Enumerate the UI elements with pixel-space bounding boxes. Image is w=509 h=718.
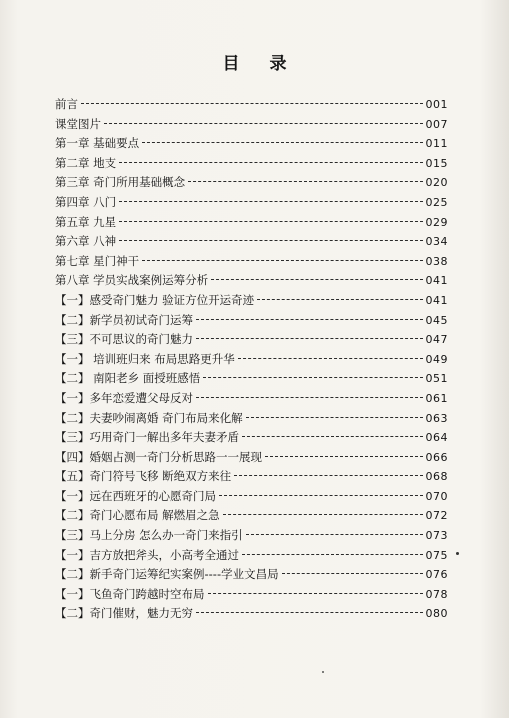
toc-entry-label: 【二】奇门催财，魅力无穷 xyxy=(55,606,193,621)
toc-entry xyxy=(55,526,448,546)
toc-leader xyxy=(203,377,422,378)
toc-leader xyxy=(282,573,423,574)
toc-entry-label: 第六章 八神 xyxy=(55,234,117,249)
toc-entry xyxy=(55,232,448,252)
toc-leader xyxy=(104,123,423,124)
toc-page-number: 076 xyxy=(425,568,448,582)
toc-entry xyxy=(55,369,448,389)
toc-entry xyxy=(55,585,448,605)
toc-entry xyxy=(55,428,448,448)
toc-leader xyxy=(234,475,422,476)
table-of-contents xyxy=(55,95,448,624)
toc-leader xyxy=(119,221,422,222)
toc-page-number: 049 xyxy=(425,352,448,366)
toc-leader xyxy=(142,260,422,261)
toc-page-number: 041 xyxy=(425,293,448,307)
toc-page-number: 068 xyxy=(425,470,448,484)
toc-leader xyxy=(196,612,423,613)
toc-entry xyxy=(55,134,448,154)
toc-page-number: 064 xyxy=(425,431,448,445)
toc-leader xyxy=(242,554,423,555)
toc-page-number: 025 xyxy=(425,195,448,209)
toc-page-number: 034 xyxy=(425,235,448,249)
toc-entry-label: 第七章 星门神干 xyxy=(55,253,140,268)
toc-entry xyxy=(55,291,448,311)
toc-page-number: 038 xyxy=(425,254,448,268)
toc-leader xyxy=(246,534,423,535)
toc-entry xyxy=(55,252,448,272)
toc-leader xyxy=(211,279,422,280)
toc-entry xyxy=(55,487,448,507)
page-title: 目 录 xyxy=(222,54,299,74)
toc-leader xyxy=(119,201,422,202)
toc-page-number: 066 xyxy=(425,450,448,464)
toc-page-number: 070 xyxy=(425,489,448,503)
toc-leader xyxy=(188,181,422,182)
toc-leader xyxy=(238,358,423,359)
toc-leader xyxy=(242,436,423,437)
toc-leader xyxy=(246,417,423,418)
toc-entry-label: 【二】 南阳老乡 面授班感悟 xyxy=(55,371,201,386)
toc-entry-label: 【一】吉方放把斧头，小高考全通过 xyxy=(55,547,239,562)
toc-entry xyxy=(55,213,448,233)
toc-entry-label: 第一章 基础要点 xyxy=(55,136,140,151)
toc-page-number: 063 xyxy=(425,411,448,425)
toc-entry xyxy=(55,154,448,174)
toc-entry xyxy=(55,330,448,350)
toc-page-number: 051 xyxy=(425,372,448,386)
toc-entry xyxy=(55,389,448,409)
toc-entry-label: 【二】奇门心愿布局 解燃眉之急 xyxy=(55,508,220,523)
toc-entry-label: 第四章 八门 xyxy=(55,194,117,209)
toc-entry xyxy=(55,350,448,370)
toc-entry-label: 【二】新手奇门运筹纪实案例----学业文昌局 xyxy=(55,567,279,582)
toc-leader xyxy=(119,162,422,163)
toc-leader xyxy=(223,514,423,515)
toc-page-number: 075 xyxy=(425,548,448,562)
toc-leader xyxy=(119,240,422,241)
toc-entry-label: 第八章 学员实战案例运筹分析 xyxy=(55,273,209,288)
toc-entry xyxy=(55,311,448,331)
toc-entry xyxy=(55,173,448,193)
toc-entry-label: 【二】新学员初试奇门运筹 xyxy=(55,312,193,327)
toc-entry xyxy=(55,448,448,468)
scan-speck xyxy=(322,671,324,673)
toc-entry xyxy=(55,604,448,624)
toc-page-number: 011 xyxy=(425,137,448,151)
toc-entry-label: 【四】婚姻占测一奇门分析思路一一展现 xyxy=(55,449,262,464)
toc-entry xyxy=(55,565,448,585)
toc-page-number: 072 xyxy=(425,509,448,523)
toc-page-number: 015 xyxy=(425,156,448,170)
toc-page-number: 073 xyxy=(425,529,448,543)
toc-leader xyxy=(208,593,423,594)
scan-speck xyxy=(456,552,459,555)
toc-entry xyxy=(55,271,448,291)
toc-entry-label: 【五】奇门符号飞移 断绝双方来往 xyxy=(55,469,232,484)
toc-page-number: 001 xyxy=(425,98,448,111)
toc-entry xyxy=(55,546,448,566)
toc-entry xyxy=(55,467,448,487)
toc-page-number: 047 xyxy=(425,333,448,347)
toc-page-number: 020 xyxy=(425,176,448,190)
toc-leader xyxy=(196,319,423,320)
toc-page-number: 078 xyxy=(425,587,448,601)
toc-entry xyxy=(55,95,448,115)
toc-entry-label: 【一】飞鱼奇门跨越时空布局 xyxy=(55,586,205,601)
toc-entry-label: 【三】不可思议的奇门魅力 xyxy=(55,332,193,347)
toc-entry xyxy=(55,409,448,429)
toc-entry-label: 第三章 奇门所用基础概念 xyxy=(55,175,186,190)
toc-page-number: 007 xyxy=(425,117,448,131)
toc-leader xyxy=(265,456,423,457)
toc-entry-label: 前言 xyxy=(55,97,78,111)
toc-leader xyxy=(257,299,422,300)
toc-page-number: 080 xyxy=(425,607,448,621)
toc-entry-label: 【一】 培训班归来 布局思路更升华 xyxy=(55,351,235,366)
toc-entry xyxy=(55,193,448,213)
toc-entry-label: 第二章 地支 xyxy=(55,155,117,170)
toc-entry-label: 【一】感受奇门魅力 验证方位开运奇迹 xyxy=(55,292,255,307)
toc-leader xyxy=(142,142,422,143)
toc-entry xyxy=(55,115,448,135)
toc-leader xyxy=(219,495,423,496)
toc-entry-label: 【三】巧用奇门一解出多年夫妻矛盾 xyxy=(55,430,239,445)
toc-entry-label: 第五章 九星 xyxy=(55,214,117,229)
toc-entry-label: 【一】多年恋爱遭父母反对 xyxy=(55,390,193,405)
toc-entry-label: 【一】远在西班牙的心愿奇门局 xyxy=(55,488,216,503)
toc-entry xyxy=(55,506,448,526)
toc-page-number: 045 xyxy=(425,313,448,327)
toc-leader xyxy=(81,103,423,104)
toc-entry-label: 课堂图片 xyxy=(55,116,101,131)
toc-page-number: 041 xyxy=(425,274,448,288)
toc-leader xyxy=(196,338,423,339)
toc-entry-label: 【三】马上分房 怎么办一奇门来指引 xyxy=(55,528,243,543)
toc-entry-label: 【二】夫妻吵闹离婚 奇门布局来化解 xyxy=(55,410,243,425)
toc-page-number: 029 xyxy=(425,215,448,229)
toc-leader xyxy=(196,397,423,398)
toc-page-number: 061 xyxy=(425,391,448,405)
